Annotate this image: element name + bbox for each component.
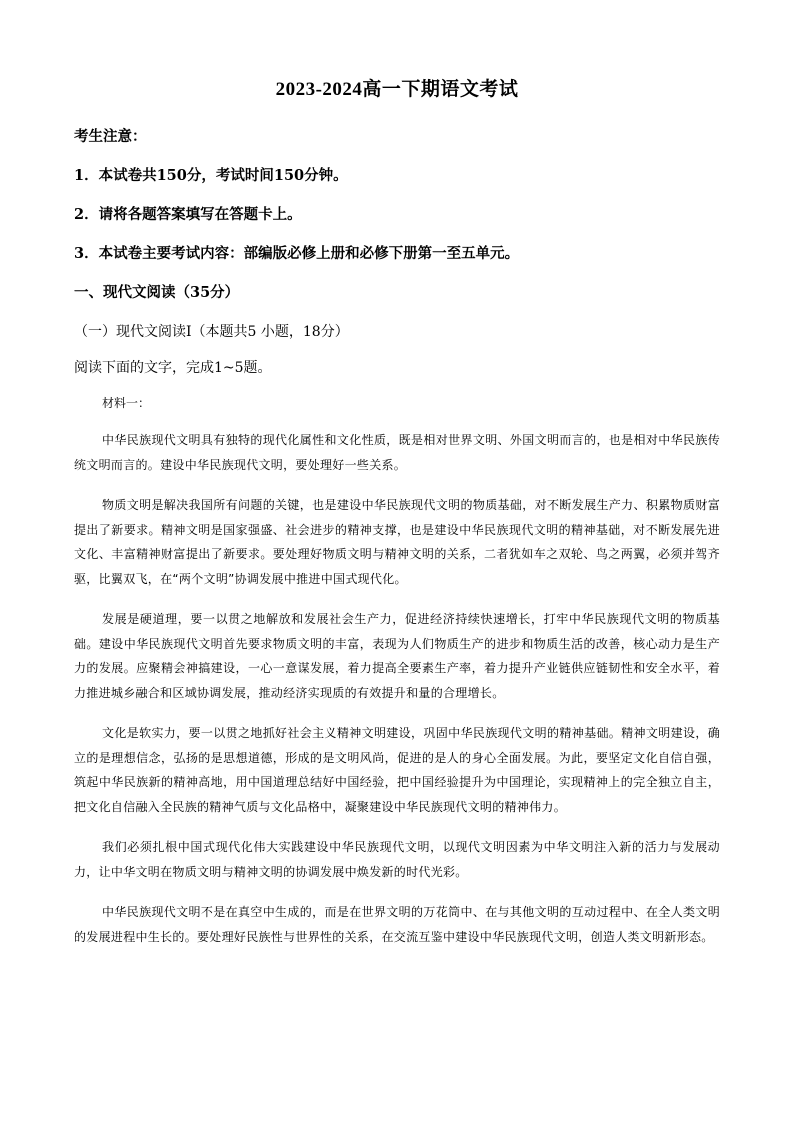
passage-paragraph: 我们必须扎根中国式现代化伟大实践建设中华民族现代文明，以现代文明因素为中华文明注入新的活力与发展动力，让中华文明在物质文明与精神文明的协调发展中焕发新的时代光彩。 <box>74 840 720 879</box>
passage-paragraph: 中华民族现代文明具有独特的现代化属性和文化性质，既是相对世界文明、外国文明而言的，也是相对中华民族传统文明而言的。建设中华民族现代文明，要处理好一些关系。 <box>74 433 720 472</box>
passage-paragraph: 中华民族现代文明不是在真空中生成的，而是在世界文明的万花筒中、在与其他文明的互动过程中、在全人类文明的发展进程中生长的。要处理好民族性与世界性的关系，在交流互鉴中建设中华民族现代文明，创造人类文明新形态。 <box>74 905 720 944</box>
reading-instruction: 阅读下面的文字，完成1~5题。 <box>74 360 272 376</box>
notice-item: 3．本试卷主要考试内容：部编版必修上册和必修下册第一至五单元。 <box>74 245 520 262</box>
passage-paragraph: 发展是硬道理，要一以贯之地解放和发展社会生产力，促进经济持续快速增长，打牢中华民族现代文明的物质基础。建设中华民族现代文明首先要求物质文明的丰富，表现为人们物质生产的进步和物质生活的改善，核心动力是生产力的发展。应聚精会神搞建设，一心一意谋发展，着力提高全要素生产率，着力提升产业链供应链韧性和安全水平，着力推进城乡融合和区域协调发展，推动经济实现质的有效提升和量的合理增长。 <box>74 612 720 700</box>
notice-item: 1．本试卷共150分，考试时间150分钟。 <box>74 167 348 184</box>
passage-paragraph: 物质文明是解决我国所有问题的关键，也是建设中华民族现代文明的物质基础，对不断发展生产力、积累物质财富提出了新要求。精神文明是国家强盛、社会进步的精神支撑，也是建设中华民族现代文明的精神基础，对不断发展先进文化、丰富精神财富提出了新要求。要处理好物质文明与精神文明的关系，二者犹如车之双轮、鸟之两翼，必须并驾齐驱，比翼双飞，在“两个文明”协调发展中推进中国式现代化。 <box>74 498 720 586</box>
page-title: 2023-2024高一下期语文考试 <box>275 79 519 100</box>
notice-heading: 考生注意： <box>74 128 147 145</box>
section-subheading: （一）现代文阅读Ⅰ（本题共5 小题，18分） <box>74 324 349 340</box>
section-heading: 一、现代文阅读（35分） <box>74 284 240 301</box>
material-label: 材料一： <box>102 396 151 410</box>
passage-paragraph: 文化是软实力，要一以贯之地抓好社会主义精神文明建设，巩固中华民族现代文明的精神基础。精神文明建设，确立的是理想信念，弘扬的是思想道德，形成的是文明风尚，促进的是人的身心全面发展。为此，要坚定文化自信自强，筑起中华民族新的精神高地，用中国道理总结好中国经验，把中国经验提升为中国理论，实现精神上的完全独立自主，把文化自信融入全民族的精神气质与文化品格中，凝聚建设中华民族现代文明的精神伟力。 <box>74 726 720 814</box>
notice-item: 2．请将各题答案填写在答题卡上。 <box>74 206 302 223</box>
